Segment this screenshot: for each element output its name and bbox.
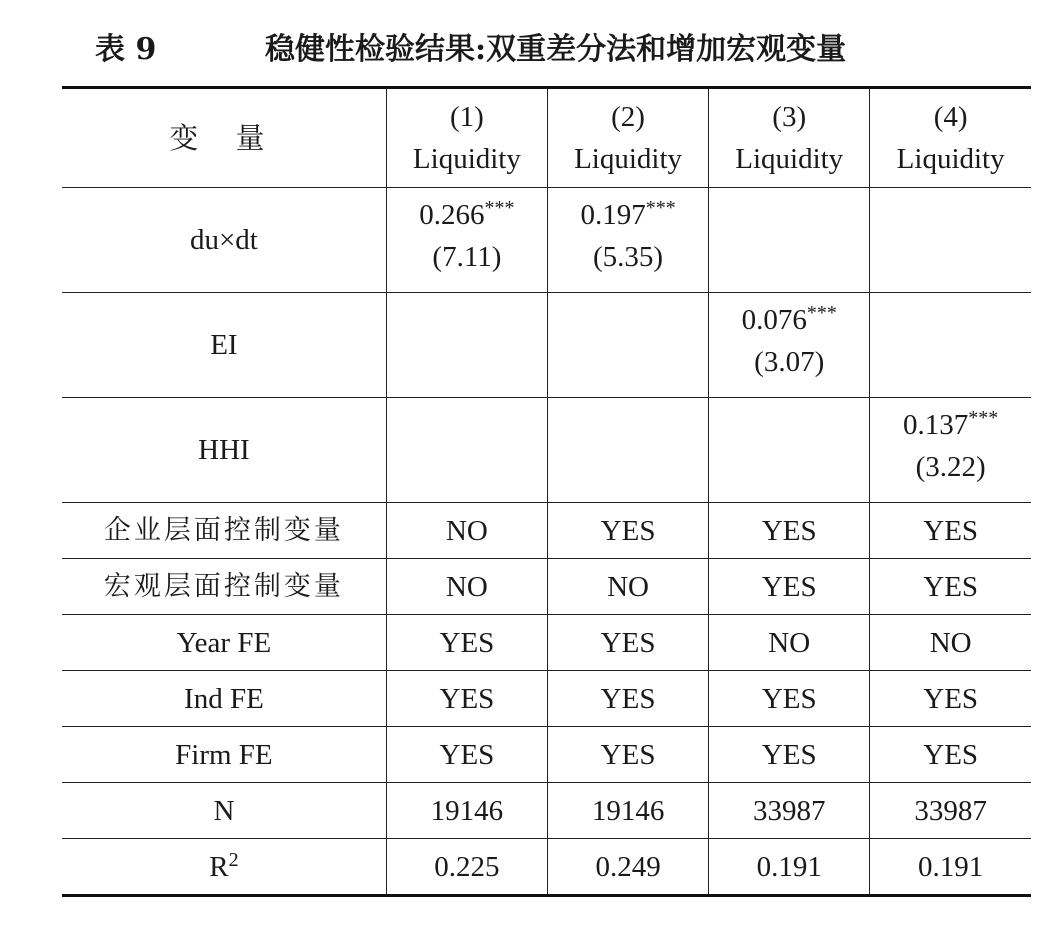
coefficient-cell [547,398,708,503]
table-cell: YES [547,727,708,783]
dependent-variable: Liquidity [574,143,683,175]
table-cell: 0.191 [709,839,870,896]
table-cell: YES [709,727,870,783]
variable-header-label: 变 量 [169,120,279,155]
control-row [62,671,1031,727]
row-label [62,783,386,839]
table-cell: NO [870,615,1031,671]
coefficient-row [62,293,1031,398]
significance-stars: *** [645,197,676,219]
table-cell: YES [386,727,547,783]
table-cell: YES [386,615,547,671]
coefficient-cell [709,188,870,293]
table-cell: YES [870,559,1031,615]
column-header [870,88,1031,188]
row-label-text: Year FE [176,626,272,659]
coefficient-cell [870,188,1031,293]
dependent-variable: Liquidity [735,143,844,175]
variable-header [62,88,386,188]
table-cell: 19146 [386,783,547,839]
column-number: (2) [611,101,645,133]
table-cell: YES [547,615,708,671]
control-row [62,503,1031,559]
row-label-text: 企业层面控制变量 [103,515,344,546]
coefficient-row [62,188,1031,293]
coefficient-line [580,194,675,236]
significance-stars: *** [968,407,999,429]
row-label [62,503,386,559]
table-cell: 0.191 [870,839,1031,896]
table-cell: YES [709,671,870,727]
column-header [709,88,870,188]
coefficient-line [419,194,514,236]
regression-table [62,86,1031,897]
table-number: 表 9 [95,32,157,67]
table-cell: YES [547,671,708,727]
coefficient-value: 0.137 [903,409,969,441]
r-label: R [209,850,229,883]
coefficient-block [419,194,514,278]
table-title: 稳健性检验结果:双重差分法和增加宏观变量 [265,32,847,67]
table-cell: 33987 [870,783,1031,839]
coefficient-value: 0.076 [741,304,807,336]
row-label [62,839,386,896]
table-cell: 19146 [547,783,708,839]
coefficient-cell [870,293,1031,398]
coefficient-cell [386,188,547,293]
coefficient-line [742,299,837,341]
row-label [62,615,386,671]
coefficient-row [62,398,1031,503]
table-cell: YES [709,559,870,615]
table-cell: 0.225 [386,839,547,896]
column-header [386,88,547,188]
table-cell: NO [386,559,547,615]
control-row [62,615,1031,671]
column-number: (4) [933,101,968,133]
dependent-variable: Liquidity [896,143,1005,175]
table-cell: NO [386,503,547,559]
table-body [62,88,1031,896]
table-cell: 0.249 [547,839,708,896]
t-statistic: (5.35) [593,241,664,273]
control-row [62,783,1031,839]
table-caption [95,26,995,74]
coefficient-block [742,299,837,383]
table-cell: YES [870,727,1031,783]
column-header [547,88,708,188]
coefficient-line [903,404,998,446]
table-cell: YES [386,671,547,727]
row-label-text: N [213,794,235,827]
row-label [62,559,386,615]
significance-stars: *** [484,197,515,219]
table-cell: 33987 [709,783,870,839]
table-cell: YES [870,671,1031,727]
t-statistic: (3.07) [754,346,825,378]
coefficient-block [903,404,998,488]
row-label [62,727,386,783]
row-label: HHI [62,398,386,503]
row-label-text: Firm FE [175,738,273,771]
r-label-superscript: 2 [228,848,239,871]
column-number: (1) [449,101,484,133]
t-statistic: (3.22) [915,451,986,483]
coefficient-cell [547,293,708,398]
control-row [62,559,1031,615]
header-row [62,88,1031,188]
t-statistic: (7.11) [432,241,502,273]
row-label: EI [62,293,386,398]
row-label-text: Ind FE [184,682,264,715]
coefficient-value: 0.197 [580,199,646,231]
significance-stars: *** [806,302,837,324]
row-label-text: 宏观层面控制变量 [103,571,344,602]
table-cell: NO [709,615,870,671]
row-label [62,671,386,727]
table-cell: NO [547,559,708,615]
coefficient-cell [386,293,547,398]
table-cell: YES [709,503,870,559]
coefficient-cell [870,398,1031,503]
dependent-variable: Liquidity [412,143,521,175]
coefficient-cell [709,398,870,503]
control-row [62,727,1031,783]
r-squared-row [62,839,1031,896]
coefficient-value: 0.266 [419,199,485,231]
coefficient-cell [386,398,547,503]
table-cell: YES [870,503,1031,559]
column-number: (3) [772,101,807,133]
row-label: du×dt [62,188,386,293]
coefficient-block [580,194,675,278]
coefficient-cell [547,188,708,293]
coefficient-cell [709,293,870,398]
table-cell: YES [547,503,708,559]
